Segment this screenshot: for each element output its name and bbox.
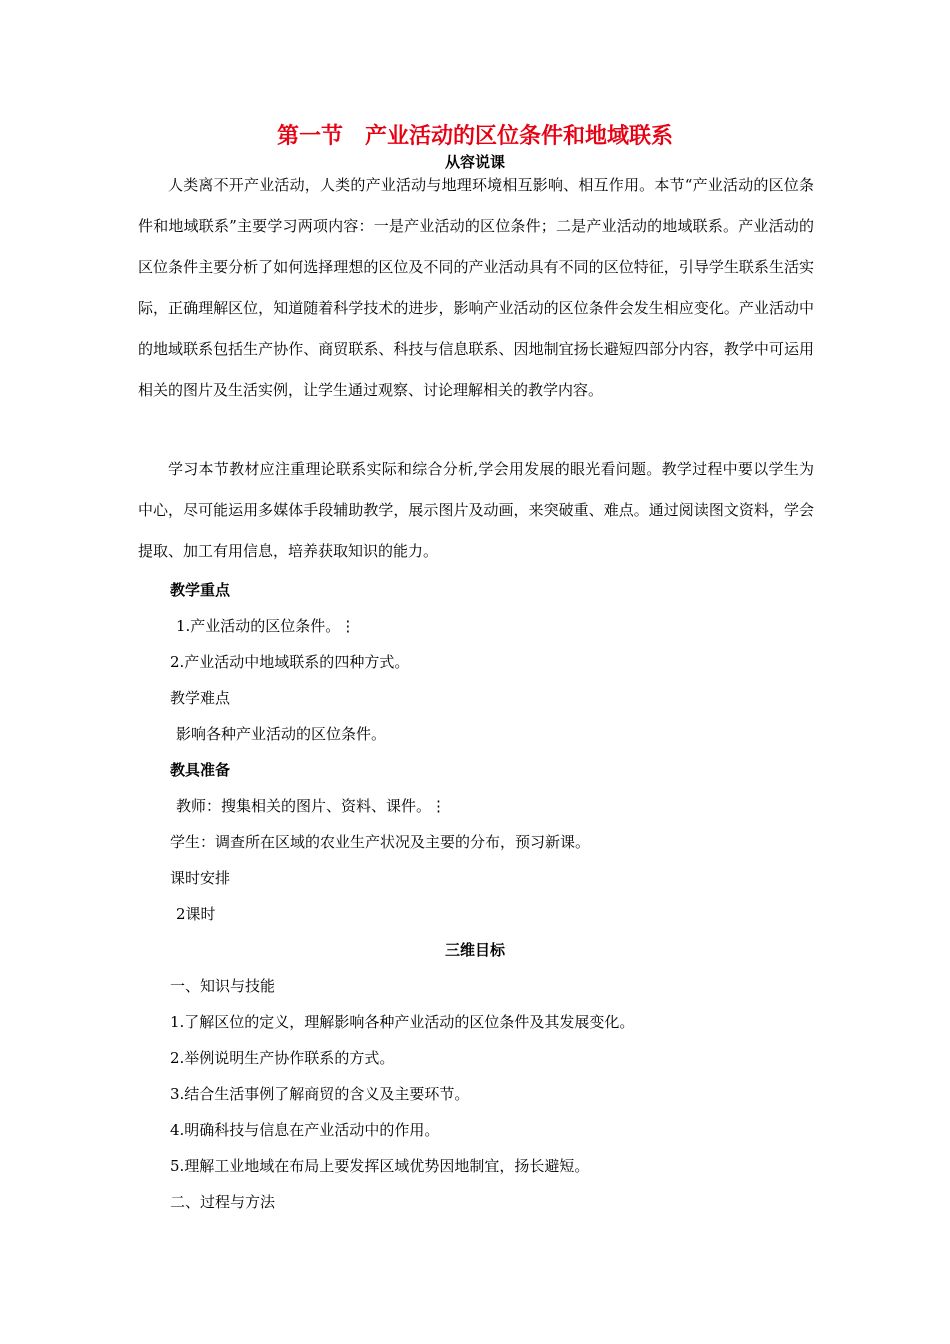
difficulty-item: 影响各种产业活动的区位条件。: [176, 725, 387, 743]
objective-item: 4.明确科技与信息在产业活动中的作用。: [170, 1121, 440, 1139]
objective-item: 2.举例说明生产协作联系的方式。: [170, 1049, 395, 1067]
objectives-section-knowledge: 一、知识与技能: [170, 977, 276, 995]
difficulties-heading: 教学难点: [170, 689, 231, 707]
intro-paragraph: 人类离不开产业活动，人类的产业活动与地理环境相互影响、相互作用。本节“产业活动的区位条件和地域联系”主要学习两项内容：一是产业活动的区位条件；二是产业活动的地域联系。产业活动的区位条件主要分析了如何选择理想的区位及不同的产业活动具有不同的区位特征，引导学生联系生活实际，正确理解区位，知道随着科学技术的进步，影响产业活动的区位条件会发生相应变化。产业活动中的地域联系包括生产协作、商贸联系、科技与信息联系、因地制宜扬长避短四部分内容，教学中可运用相关的图片及生活实例，让学生通过观察、讨论理解相关的教学内容。: [138, 176, 814, 399]
objective-item: 1.了解区位的定义，理解影响各种产业活动的区位条件及其发展变化。: [170, 1013, 635, 1031]
key-points-heading: 教学重点: [170, 581, 231, 599]
objectives-heading: 三维目标: [444, 941, 505, 959]
section-title: 第一节 产业活动的区位条件和地域联系: [276, 123, 673, 149]
materials-student: 学生：调查所在区域的农业生产状况及主要的分布，预习新课。: [170, 833, 591, 851]
materials-teacher: 教师：搜集相关的图片、资料、课件。⋮: [176, 797, 447, 815]
schedule-heading: 课时安排: [170, 869, 231, 887]
key-point-item: 2.产业活动中地域联系的四种方式。: [170, 653, 410, 671]
section-subtitle: 从容说课: [444, 153, 505, 171]
key-point-item: 1.产业活动的区位条件。⋮: [176, 617, 356, 635]
method-paragraph: 学习本节教材应注重理论联系实际和综合分析,学会用发展的眼光看问题。教学过程中要以学生为中心，尽可能运用多媒体手段辅助教学，展示图片及动画，来突破重、难点。通过阅读图文资料，学会提取、加工有用信息，培养获取知识的能力。: [138, 460, 814, 560]
materials-heading: 教具准备: [170, 761, 231, 779]
objectives-section-process: 二、过程与方法: [170, 1193, 276, 1211]
objective-item: 5.理解工业地域在布局上要发挥区域优势因地制宜，扬长避短。: [170, 1157, 590, 1175]
schedule-value: 2课时: [176, 905, 216, 923]
objective-item: 3.结合生活事例了解商贸的含义及主要环节。: [170, 1085, 470, 1103]
